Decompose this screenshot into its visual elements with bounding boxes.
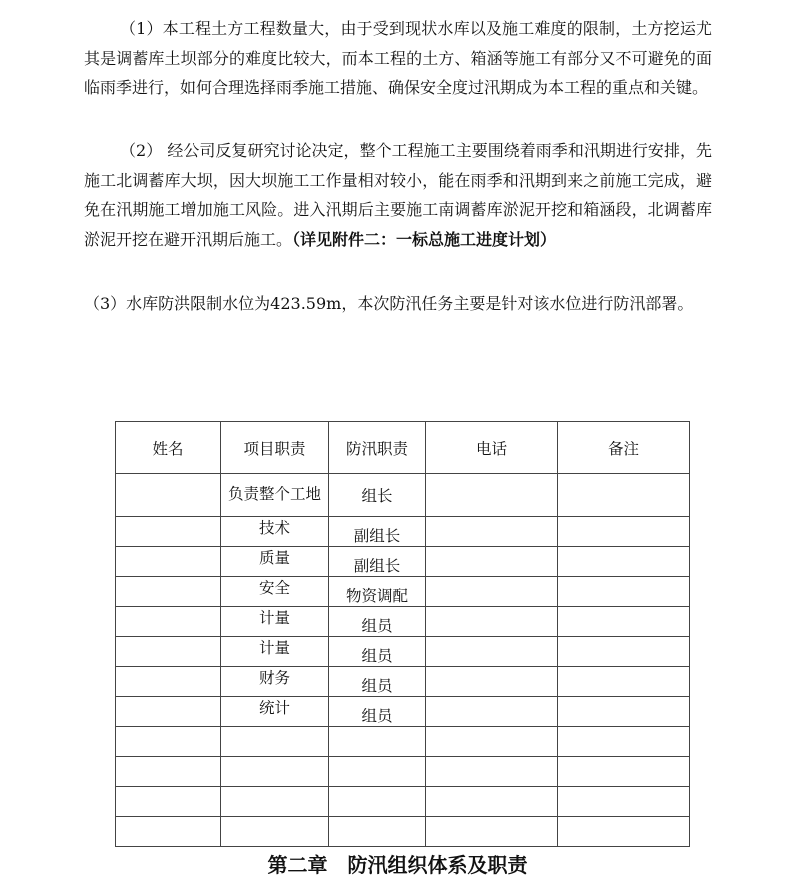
cell-name xyxy=(116,757,221,787)
cell-name xyxy=(116,637,221,667)
cell-note xyxy=(558,517,690,547)
chapter-title: 防汛组织体系及职责 xyxy=(347,853,528,877)
cell-project-role-text: 计量 xyxy=(258,608,290,627)
cell-phone xyxy=(426,727,558,757)
cell-flood-duty-text: 副组长 xyxy=(353,556,401,575)
cell-project-role xyxy=(221,637,329,667)
cell-note xyxy=(558,474,690,517)
cell-flood-duty xyxy=(329,517,426,547)
cell-flood-duty xyxy=(329,697,426,727)
cell-phone xyxy=(426,787,558,817)
cell-project-role-text: 计量 xyxy=(258,638,290,657)
cell-note xyxy=(558,697,690,727)
paragraph-2-text: （2） 经公司反复研究讨论决定，整个工程施工主要围绕着雨季和汛期进行安排，先施工北调蓄库大坝，因大坝施工工作量相对较小，能在雨季和汛期到来之前施工完成，避免在汛期施工增加施工风险。进入汛期后主要施工南调蓄库淤泥开挖和箱涵段，北调蓄库淤泥开挖在避开汛期后施工。 xyxy=(84,141,712,249)
cell-flood-duty xyxy=(329,757,426,787)
cell-project-role-text: 负责整个工地 xyxy=(227,485,321,503)
cell-phone xyxy=(426,817,558,847)
cell-phone xyxy=(426,607,558,637)
cell-project-role xyxy=(221,607,329,637)
table-row xyxy=(116,817,690,847)
cell-project-role xyxy=(221,474,329,517)
cell-flood-duty xyxy=(329,547,426,577)
table-row xyxy=(116,637,690,667)
cell-note xyxy=(558,727,690,757)
cell-note xyxy=(558,757,690,787)
paragraph-2-reference: （详见附件二：一标总施工进度计划） xyxy=(292,229,557,249)
cell-project-role xyxy=(221,787,329,817)
table-row xyxy=(116,577,690,607)
table-row xyxy=(116,757,690,787)
cell-project-role xyxy=(221,517,329,547)
cell-name xyxy=(116,817,221,847)
cell-project-role-text: 安全 xyxy=(258,578,290,597)
cell-project-role-text: 技术 xyxy=(258,518,290,537)
cell-flood-duty xyxy=(329,607,426,637)
cell-flood-duty-text: 组员 xyxy=(361,646,393,665)
header-project-role: 项目职责 xyxy=(221,422,329,474)
cell-name xyxy=(116,727,221,757)
chapter-heading xyxy=(0,852,795,878)
cell-note xyxy=(558,637,690,667)
cell-phone xyxy=(426,697,558,727)
cell-project-role xyxy=(221,757,329,787)
cell-project-role xyxy=(221,547,329,577)
cell-project-role-text: 财务 xyxy=(258,668,290,687)
cell-project-role xyxy=(221,697,329,727)
cell-note xyxy=(558,817,690,847)
cell-flood-duty xyxy=(329,577,426,607)
cell-phone xyxy=(426,637,558,667)
cell-flood-duty-text: 组员 xyxy=(361,616,393,635)
cell-project-role-text: 统计 xyxy=(258,698,290,717)
cell-flood-duty xyxy=(329,637,426,667)
table-row xyxy=(116,474,690,517)
cell-note xyxy=(558,667,690,697)
cell-phone xyxy=(426,517,558,547)
cell-flood-duty xyxy=(329,474,426,517)
cell-project-role xyxy=(221,667,329,697)
header-note: 备注 xyxy=(558,422,690,474)
cell-flood-duty-text: 组员 xyxy=(361,706,393,725)
cell-phone xyxy=(426,547,558,577)
header-flood-duty: 防汛职责 xyxy=(329,422,426,474)
table-header-row xyxy=(116,422,690,474)
cell-phone xyxy=(426,757,558,787)
cell-name xyxy=(116,667,221,697)
cell-name xyxy=(116,787,221,817)
paragraph-1: （1）本工程土方工程数量大，由于受到现状水库以及施工难度的限制，土方挖运尤其是调蓄库土坝部分的难度比较大，而本工程的土方、箱涵等施工有部分又不可避免的面临雨季进行，如何合理选择雨季施工措施、确保安全度过汛期成为本工程的重点和关键。 xyxy=(84,19,712,97)
table-row xyxy=(116,697,690,727)
cell-flood-duty-text: 组长 xyxy=(361,487,393,505)
paragraph-3: （3）水库防洪限制水位为423.59m，本次防汛任务主要是针对该水位进行防汛部署。 xyxy=(84,294,694,313)
cell-flood-duty xyxy=(329,817,426,847)
cell-name xyxy=(116,517,221,547)
table-row xyxy=(116,727,690,757)
cell-note xyxy=(558,547,690,577)
cell-project-role xyxy=(221,577,329,607)
cell-project-role-text: 质量 xyxy=(258,548,290,567)
table-row xyxy=(116,607,690,637)
cell-phone xyxy=(426,474,558,517)
cell-flood-duty-text: 副组长 xyxy=(353,526,401,545)
cell-note xyxy=(558,607,690,637)
cell-name xyxy=(116,474,221,517)
cell-flood-duty-text: 物资调配 xyxy=(345,586,408,605)
table-row xyxy=(116,667,690,697)
table-row xyxy=(116,517,690,547)
header-name: 姓名 xyxy=(116,422,221,474)
table-row xyxy=(116,787,690,817)
cell-note xyxy=(558,577,690,607)
cell-note xyxy=(558,787,690,817)
cell-flood-duty-text: 组员 xyxy=(361,676,393,695)
chapter-number: 第二章 xyxy=(267,853,328,877)
cell-name xyxy=(116,697,221,727)
cell-project-role xyxy=(221,727,329,757)
cell-phone xyxy=(426,667,558,697)
header-phone: 电话 xyxy=(426,422,558,474)
cell-flood-duty xyxy=(329,667,426,697)
cell-name xyxy=(116,607,221,637)
cell-phone xyxy=(426,577,558,607)
cell-name xyxy=(116,547,221,577)
cell-flood-duty xyxy=(329,787,426,817)
cell-project-role xyxy=(221,817,329,847)
table-row xyxy=(116,547,690,577)
cell-flood-duty xyxy=(329,727,426,757)
flood-control-roster-table xyxy=(115,421,690,847)
paragraph-2 xyxy=(84,136,712,254)
cell-name xyxy=(116,577,221,607)
